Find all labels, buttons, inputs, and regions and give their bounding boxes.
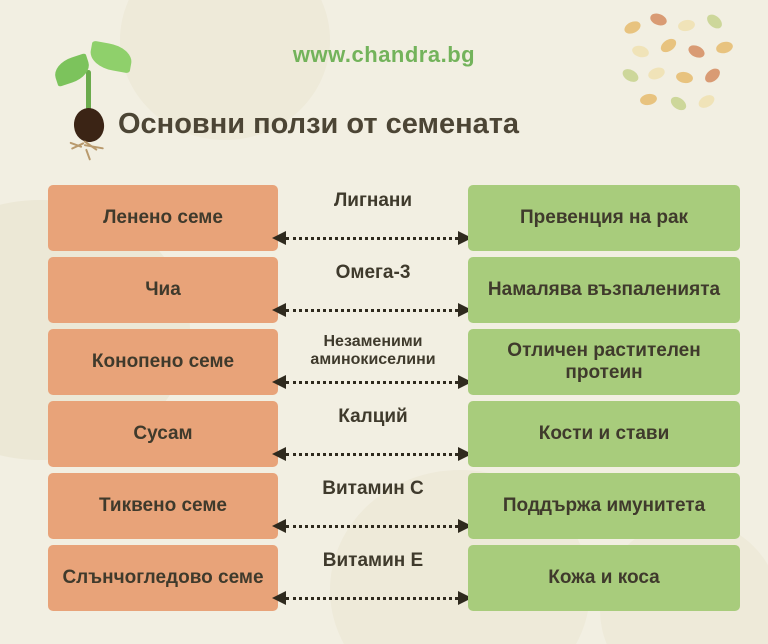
list-item <box>0 185 768 255</box>
list-item <box>0 401 768 471</box>
seed-label: Слънчогледово семе <box>48 545 278 611</box>
double-arrow-icon <box>272 591 472 605</box>
seed-label: Ленено семе <box>48 185 278 251</box>
list-item <box>0 257 768 327</box>
benefit-label: Поддържа имунитета <box>468 473 740 539</box>
double-arrow-icon <box>272 231 472 245</box>
benefit-label: Отличен растителен протеин <box>468 329 740 395</box>
page-title: Основни ползи от семената <box>118 108 520 140</box>
list-item <box>0 545 768 615</box>
benefit-label: Превенция на рак <box>468 185 740 251</box>
double-arrow-icon <box>272 303 472 317</box>
double-arrow-icon <box>272 447 472 461</box>
benefit-label: Кости и стави <box>468 401 740 467</box>
list-item <box>0 329 768 399</box>
seed-label: Чиа <box>48 257 278 323</box>
double-arrow-icon <box>272 375 472 389</box>
double-arrow-icon <box>272 519 472 533</box>
seed-label: Конопено семе <box>48 329 278 395</box>
benefit-label: Намалява възпаленията <box>468 257 740 323</box>
nutrient-label: Витамин Е <box>322 550 424 571</box>
seed-label: Сусам <box>48 401 278 467</box>
website-url: www.chandra.bg <box>292 42 476 67</box>
sprout-roots-icon <box>68 138 114 164</box>
benefits-list <box>0 185 768 617</box>
list-item <box>0 473 768 543</box>
nutrient-label: Омега-3 <box>335 262 411 283</box>
benefit-label: Кожа и коса <box>468 545 740 611</box>
nutrient-label: Лигнани <box>333 190 413 211</box>
seed-label: Тиквено семе <box>48 473 278 539</box>
nutrient-label: Незаменими аминокиселини <box>310 333 436 368</box>
nutrient-label: Витамин С <box>322 478 424 499</box>
nutrient-label: Калций <box>338 406 408 427</box>
